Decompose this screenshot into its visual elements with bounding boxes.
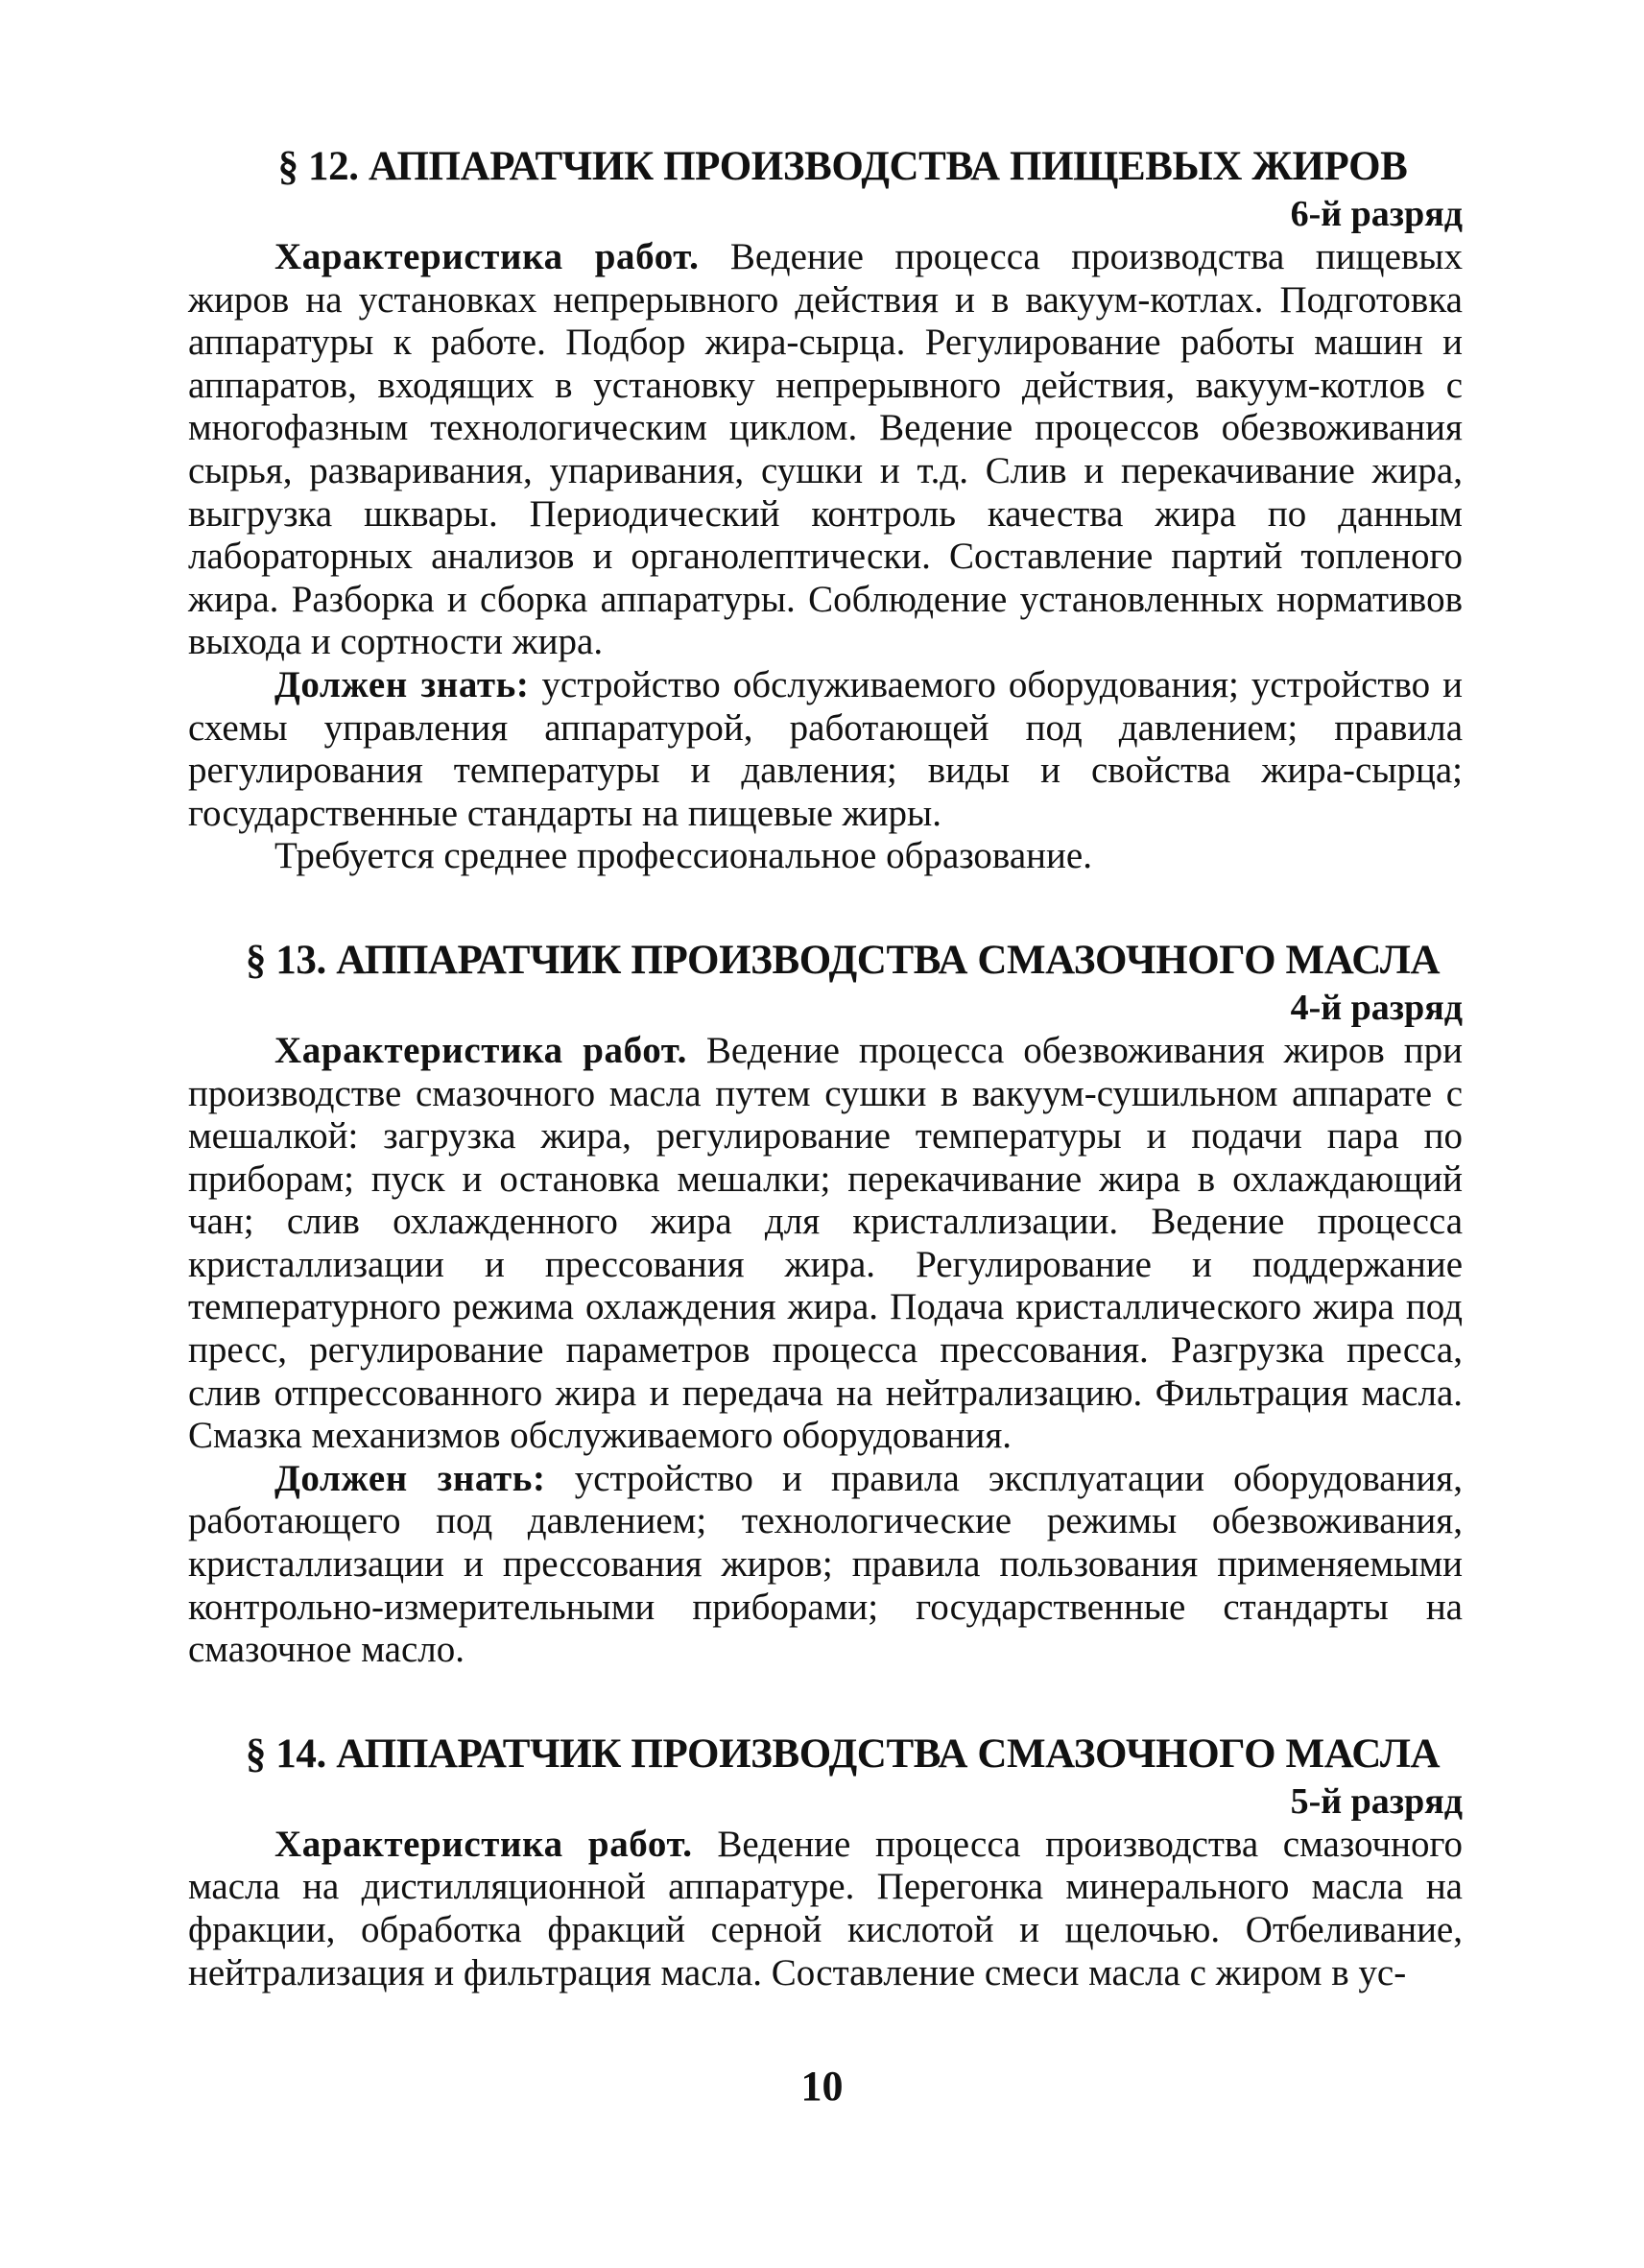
work-characteristics-paragraph [188, 236, 1463, 664]
must-know-paragraph [188, 664, 1463, 835]
work-characteristics-paragraph [188, 1824, 1463, 1994]
work-characteristics-text: Ведение процесса производства смазочного масла на дистилляционной аппаратуре. Перегонка минерального масла на фракции, обработка фракций серной кислотой и щелочью. Отбеливание, нейтрализация и фильтрация масла. Составление смеси масла с жиром в ус- [188, 1823, 1464, 1993]
work-characteristics-lead: Характеристика работ. [274, 236, 700, 277]
section-13 [188, 936, 1463, 1672]
must-know-lead: Должен знать: [274, 1457, 546, 1499]
work-characteristics-paragraph [188, 1030, 1463, 1458]
section-14 [188, 1730, 1463, 1994]
work-characteristics-text: Ведение процесса производства пищевых жиров на установках непрерывного действия и в вакуум-котлах. Подготовка аппаратуры к работе. Подбор жира-сырца. Регулирование работы машин и аппаратов, входящих в установку непрерывного действия, вакуум-котлов с многофазным технологическим циклом. Ведение процессов обезвоживания сырья, разваривания, упаривания, сушки и т.д. Слив и перекачивание жира, выгрузка шквары. Периодический контроль качества жира по данным лабораторных анализов и органолептически. Составление партий топленого жира. Разборка и сборка аппаратуры. Соблюдение установленных нормативов выхода и сортности жира. [188, 236, 1463, 663]
page-number: 10 [800, 2063, 844, 2110]
grade-label: 4-й разряд [1290, 987, 1463, 1028]
must-know-lead: Должен знать: [274, 663, 530, 705]
education-requirement: Требуется среднее профессиональное образование. [274, 835, 1092, 877]
work-characteristics-lead: Характеристика работ. [274, 1029, 687, 1071]
must-know-text: устройство и правила эксплуатации оборудования, работающего под давлением; технологические режимы обезвоживания, кристаллизации и прессования жиров; правила пользования применяемыми контрольно-измерительными приборами; государственные стандарты на смазочное масло. [188, 1457, 1463, 1671]
section-12 [188, 142, 1463, 878]
section-title: § 14. АППАРАТЧИК ПРОИЗВОДСТВА СМАЗОЧНОГО МАСЛА [245, 1731, 1441, 1777]
must-know-text: устройство обслуживаемого оборудования; устройство и схемы управления аппаратурой, работающей под давлением; правила регулирования температуры и давления; виды и свойства жира-сырца; государственные стандарты на пищевые жиры. [188, 663, 1463, 834]
section-title: § 12. АППАРАТЧИК ПРОИЗВОДСТВА ПИЩЕВЫХ ЖИРОВ [277, 144, 1408, 189]
work-characteristics-text: Ведение процесса обезвоживания жиров при производстве смазочного масла путем сушки в вакуум-сушильном аппарате с мешалкой: загрузка жира, регулирование температуры и подачи пара по приборам; пуск и остановка мешалки; перекачивание жира в охлаждающий чан; слив охлажденного жира для кристаллизации. Ведение процесса кристаллизации и прессования жира. Регулирование и поддержание температурного режима охлаждения жира. Подача кристаллического жира под пресс, регулирование параметров процесса прессования. Разгрузка пресса, слив отпрессованного жира и передача на нейтрализацию. Фильтрация масла. Смазка механизмов обслуживаемого оборудования. [188, 1029, 1463, 1457]
grade-label: 5-й разряд [1290, 1780, 1463, 1822]
grade-label: 6-й разряд [1290, 194, 1463, 234]
work-characteristics-lead: Характеристика работ. [274, 1823, 693, 1865]
must-know-paragraph [188, 1458, 1463, 1672]
document-page [188, 142, 1463, 1994]
section-title: § 13. АППАРАТЧИК ПРОИЗВОДСТВА СМАЗОЧНОГО МАСЛА [245, 937, 1441, 983]
